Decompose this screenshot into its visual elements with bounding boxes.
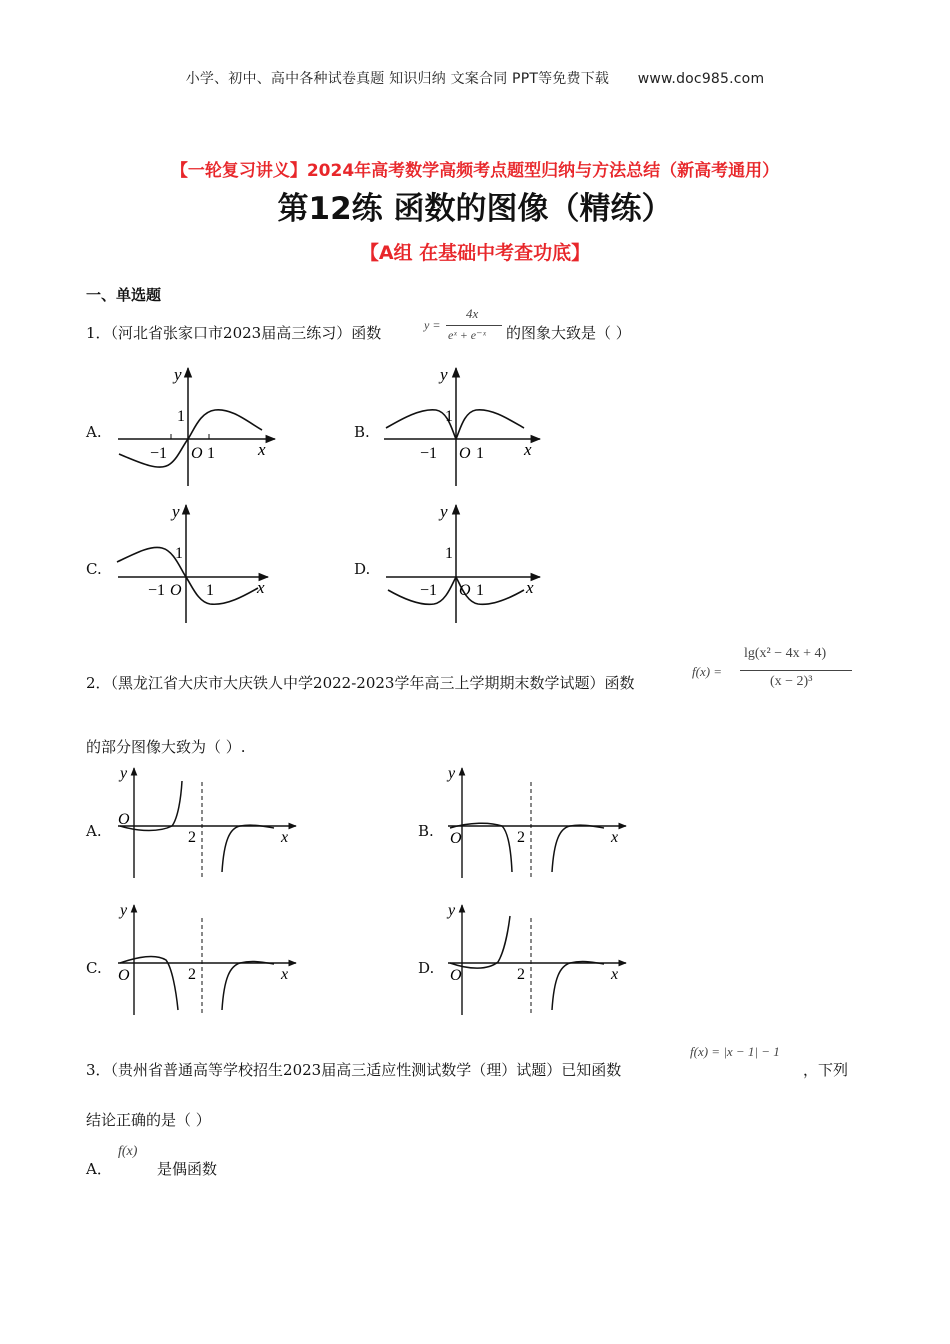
q3-option-a-formula: f(x): [118, 1144, 138, 1159]
tick-1: 1: [206, 582, 214, 599]
x-label: x: [281, 829, 289, 846]
ytick-1: 1: [445, 545, 453, 562]
q2-graphs: [110, 762, 640, 1024]
q3-tail: ，下列: [803, 1061, 849, 1079]
q1-option-c-label[interactable]: C.: [86, 560, 102, 578]
series-subtitle: 【一轮复习讲义】2024年高考数学高频考点题型归纳与方法总结（新高考通用）: [170, 161, 780, 181]
q1-graph-a[interactable]: [118, 365, 275, 486]
q2-option-d-label[interactable]: D.: [418, 959, 435, 977]
q3-formula: f(x) = |x − 1| − 1: [690, 1044, 780, 1059]
tick-2: 2: [188, 966, 196, 983]
q2-line2: 的部分图像大致为（ ）.: [86, 738, 246, 756]
group-title: 【A组 在基础中考查功底】: [359, 242, 591, 264]
x-label: x: [526, 578, 534, 597]
q1-formula: [424, 306, 510, 354]
ytick-1: 1: [445, 408, 453, 425]
header-text: 小学、初中、高中各种试卷真题 知识归纳 文案合同 PPT等免费下载: [185, 71, 610, 87]
question-2: [86, 672, 634, 693]
origin-label: O: [450, 830, 462, 847]
q1-graphs: [80, 360, 560, 630]
tick-2: 2: [517, 829, 525, 846]
q2-source: （黑龙江省大庆市大庆铁人中学2022-2023学年高三上学期期末数学试题）函数: [110, 674, 635, 692]
header-site[interactable]: www.doc985.com: [637, 71, 765, 87]
q1-tail: 的图象大致是（ ）: [506, 324, 631, 342]
x-label: x: [524, 440, 532, 459]
y-label: y: [440, 365, 448, 384]
origin-label: O: [118, 967, 130, 984]
q3-number: 3．: [86, 1061, 111, 1079]
q3-option-a-label: A．: [86, 1160, 112, 1178]
q3-option-a[interactable]: [86, 1158, 112, 1179]
q1-fraction-bar: [446, 325, 502, 326]
q2-formula-lhs: f(x) =: [692, 664, 723, 679]
ytick-1: 1: [175, 545, 183, 562]
origin-label: O: [459, 445, 471, 462]
tick-1: 1: [476, 445, 484, 462]
y-label: y: [120, 902, 128, 919]
origin-label: O: [191, 445, 203, 462]
q1-option-b-label[interactable]: B.: [354, 423, 370, 441]
q1-graph-b[interactable]: [384, 365, 540, 486]
question-3: [86, 1059, 621, 1080]
page-header: [0, 68, 950, 88]
x-label: x: [257, 578, 265, 597]
q2-graph-d[interactable]: [446, 902, 626, 1015]
q2-option-c-label[interactable]: C.: [86, 959, 102, 977]
q3-option-a-text: 是偶函数: [157, 1160, 218, 1178]
y-label: y: [448, 765, 456, 782]
x-label: x: [611, 966, 619, 983]
x-label: x: [281, 966, 289, 983]
origin-label: O: [170, 582, 182, 599]
tick-neg1: −1: [150, 445, 168, 462]
x-label: x: [611, 829, 619, 846]
q2-formula-num: lg(x² − 4x + 4): [744, 646, 827, 661]
q2-graph-b[interactable]: [446, 765, 626, 878]
q2-fraction-bar: [740, 670, 852, 671]
tick-1: 1: [476, 582, 484, 599]
origin-label: O: [450, 967, 462, 984]
q2-option-a-label[interactable]: A.: [86, 822, 102, 840]
q1-option-d-label[interactable]: D.: [354, 560, 371, 578]
tick-neg1: −1: [420, 445, 438, 462]
q1-formula-lhs: y =: [424, 318, 441, 332]
tick-1: 1: [207, 445, 215, 462]
question-1: [86, 322, 381, 343]
q1-formula-den: eˣ + e⁻ˣ: [448, 328, 486, 342]
section-heading: 一、单选题: [86, 286, 162, 304]
q1-number: 1．: [86, 324, 111, 342]
q1-source: （河北省张家口市2023届高三练习）函数: [110, 324, 382, 342]
page-title: 第12练 函数的图像（精练）: [277, 191, 673, 227]
y-label: y: [174, 365, 182, 384]
origin-label: O: [459, 582, 471, 599]
q3-line2: 结论正确的是（ ）: [86, 1111, 211, 1129]
q1-option-a-label[interactable]: A.: [86, 423, 102, 441]
y-label: y: [172, 502, 180, 521]
q2-graph-a[interactable]: [118, 765, 296, 878]
tick-2: 2: [517, 966, 525, 983]
q2-option-b-label[interactable]: B.: [418, 822, 434, 840]
origin-label: O: [118, 811, 130, 828]
x-label: x: [258, 440, 266, 459]
q2-graph-c[interactable]: [118, 902, 296, 1015]
q2-formula-den: (x − 2)³: [770, 674, 813, 689]
tick-2: 2: [188, 829, 196, 846]
y-label: y: [120, 765, 128, 782]
q1-graph-d[interactable]: [386, 502, 540, 623]
tick-neg1: −1: [148, 582, 166, 599]
q2-formula: [692, 646, 862, 702]
tick-neg1: −1: [420, 582, 438, 599]
y-label: y: [448, 902, 456, 919]
q2-number: 2．: [86, 674, 111, 692]
q1-formula-num: 4x: [466, 306, 479, 321]
q3-source: （贵州省普通高等学校招生2023届高三适应性测试数学（理）试题）已知函数: [110, 1061, 622, 1079]
y-label: y: [440, 502, 448, 521]
q1-graph-c[interactable]: [117, 502, 268, 623]
ytick-1: 1: [177, 408, 185, 425]
